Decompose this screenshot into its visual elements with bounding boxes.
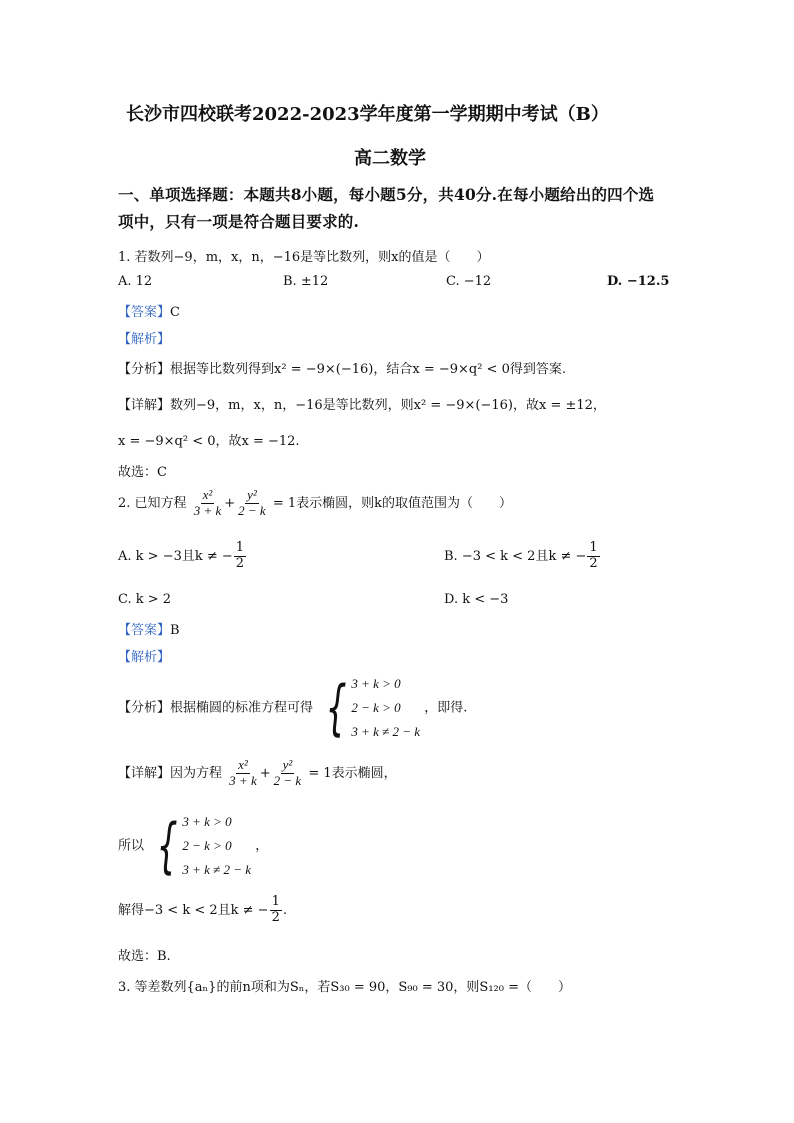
- q2-fenxi-line: [118, 672, 467, 744]
- q1-answer-line: [118, 301, 180, 320]
- fenxi-tag: 【分析】: [118, 700, 171, 716]
- q1-option-b: B. ±12: [283, 274, 329, 289]
- half-den: 2: [271, 909, 280, 925]
- q2-fenxi-end: ，即得.: [424, 700, 468, 716]
- q1-option-d: D. −12.5: [607, 274, 670, 289]
- half-fraction: [234, 541, 246, 572]
- q3-stem: 3. 等差数列{aₙ}的前n项和为Sₙ，若S₃₀ = 90，S₉₀ = 30，则S₁₂₀ =（ ）: [118, 980, 571, 995]
- left-brace-icon: {: [325, 673, 347, 743]
- q2-jiede-text: 解得−3 < k < 2且k ≠ −: [118, 902, 269, 918]
- q1-option-c: C. −12: [446, 274, 492, 289]
- q2-conclusion: 故选：B.: [118, 949, 171, 964]
- q1-fenxi-line: [118, 358, 566, 377]
- q2-option-d: D. k < −3: [444, 592, 509, 607]
- q1-xiangjie-line1: [118, 394, 606, 413]
- system-row: 3 + k > 0: [351, 676, 401, 691]
- q2-stem-suffix: = 1表示椭圆，则k的取值范围为（ ）: [272, 495, 513, 511]
- q2-option-b-text: B. −3 < k < 2且k ≠ −: [444, 548, 587, 564]
- inequality-system: [317, 672, 420, 744]
- half-num: 1: [589, 540, 598, 555]
- q2-jiede-line: 解得−3 < k < 2且k ≠ − $\frac{1}{2}$ .: [118, 894, 287, 925]
- q2-frac-x-num: x²: [202, 487, 213, 502]
- q2-option-a-text: A. k > −3且k ≠ −: [118, 548, 233, 564]
- q2-analysis-tag: 【解析】: [118, 650, 171, 665]
- answer-tag: 【答案】: [118, 623, 171, 638]
- half-num: 1: [271, 894, 280, 909]
- q2-frac-y: [272, 758, 304, 789]
- q2-frac-y: [236, 488, 268, 519]
- q1-xiangjie-text1: 数列−9，m，x，n，−16是等比数列，则x² = −9×(−16)，故x = ±12，: [170, 398, 606, 413]
- q2-frac-x-den: 3 + k: [229, 772, 257, 788]
- q2-stem: 2. 已知方程 $\frac{\text{x²}}{3 + k}$ + $\frac{\text{y²}}{2 - k}$ = 1表示椭圆，则k的取值范围为（ ）: [118, 487, 513, 518]
- q1-analysis-tag: 【解析】: [118, 332, 171, 347]
- q2-fenxi-text: 根据椭圆的标准方程可得: [170, 700, 314, 716]
- q2-xiangjie-line: 【详解】因为方程 $\frac{\text{x²}}{3 + k}$ + $\frac{\text{y²}}{2 - k}$ = 1表示椭圆，: [118, 757, 397, 788]
- q2-frac-y-num: y²: [282, 757, 293, 772]
- q2-answer-line: [118, 619, 180, 638]
- doc-title: 长沙市四校联考2022-2023学年度第一学期期中考试（B）: [126, 104, 609, 125]
- section-heading-line1: 一、单项选择题：本题共8小题，每小题5分，共40分.在每小题给出的四个选: [118, 185, 655, 204]
- answer-tag: 【答案】: [118, 305, 171, 320]
- fenxi-tag: 【分析】: [118, 362, 171, 377]
- q2-frac-x: [227, 758, 259, 789]
- q2-frac-x-den: 3 + k: [193, 502, 222, 518]
- q2-option-c: C. k > 2: [118, 592, 172, 607]
- q2-xiangjie-suffix: = 1表示椭圆，: [308, 765, 397, 781]
- q2-xiangjie-prefix: 因为方程: [170, 765, 223, 781]
- half-den: 2: [235, 555, 245, 571]
- q2-answer: B: [170, 623, 180, 638]
- q1-option-a: A. 12: [118, 274, 153, 289]
- q1-stem: 1. 若数列−9，m，x，n，−16是等比数列，则x的值是（ ）: [118, 250, 490, 265]
- q2-frac-y-den: 2 − k: [273, 772, 302, 788]
- system-row: 3 + k > 0: [182, 814, 232, 829]
- q2-option-a: [118, 541, 247, 572]
- half-den: 2: [589, 555, 598, 571]
- section-heading-line2: 项中，只有一项是符合题目要求的.: [118, 212, 360, 231]
- q1-conclusion: 故选：C: [118, 465, 167, 480]
- q1-xiangjie-line2: x = −9×q² < 0，故x = −12.: [118, 434, 300, 449]
- q2-frac-x-num: x²: [238, 757, 248, 772]
- q2-suoyi: 所以: [118, 838, 145, 854]
- q1-answer: C: [170, 305, 180, 320]
- q2-frac-x: [192, 488, 224, 519]
- xiangjie-tag: 【详解】: [118, 765, 171, 781]
- q2-comma: ，: [255, 838, 269, 854]
- left-brace-icon: {: [156, 811, 178, 881]
- xiangjie-tag: 【详解】: [118, 398, 171, 413]
- system-row: 2 − k > 0: [182, 838, 232, 853]
- system-row: 3 + k ≠ 2 − k: [351, 724, 421, 739]
- doc-subtitle: 高二数学: [354, 148, 426, 169]
- inequality-system: [148, 810, 251, 882]
- half-num: 1: [235, 540, 245, 555]
- q1-fenxi-text: 根据等比数列得到x² = −9×(−16)，结合x = −9×q² < 0得到答案.: [170, 362, 566, 377]
- system-row: 2 − k > 0: [351, 700, 401, 715]
- q2-suoyi-line: [118, 810, 268, 882]
- q2-stem-prefix: 2. 已知方程: [118, 495, 187, 511]
- q2-option-b: [444, 541, 601, 572]
- system-row: 3 + k ≠ 2 − k: [182, 862, 252, 877]
- half-fraction: [587, 541, 599, 572]
- q2-frac-y-num: y²: [247, 487, 257, 502]
- q2-frac-y-den: 2 − k: [238, 502, 266, 518]
- half-fraction: [270, 895, 282, 926]
